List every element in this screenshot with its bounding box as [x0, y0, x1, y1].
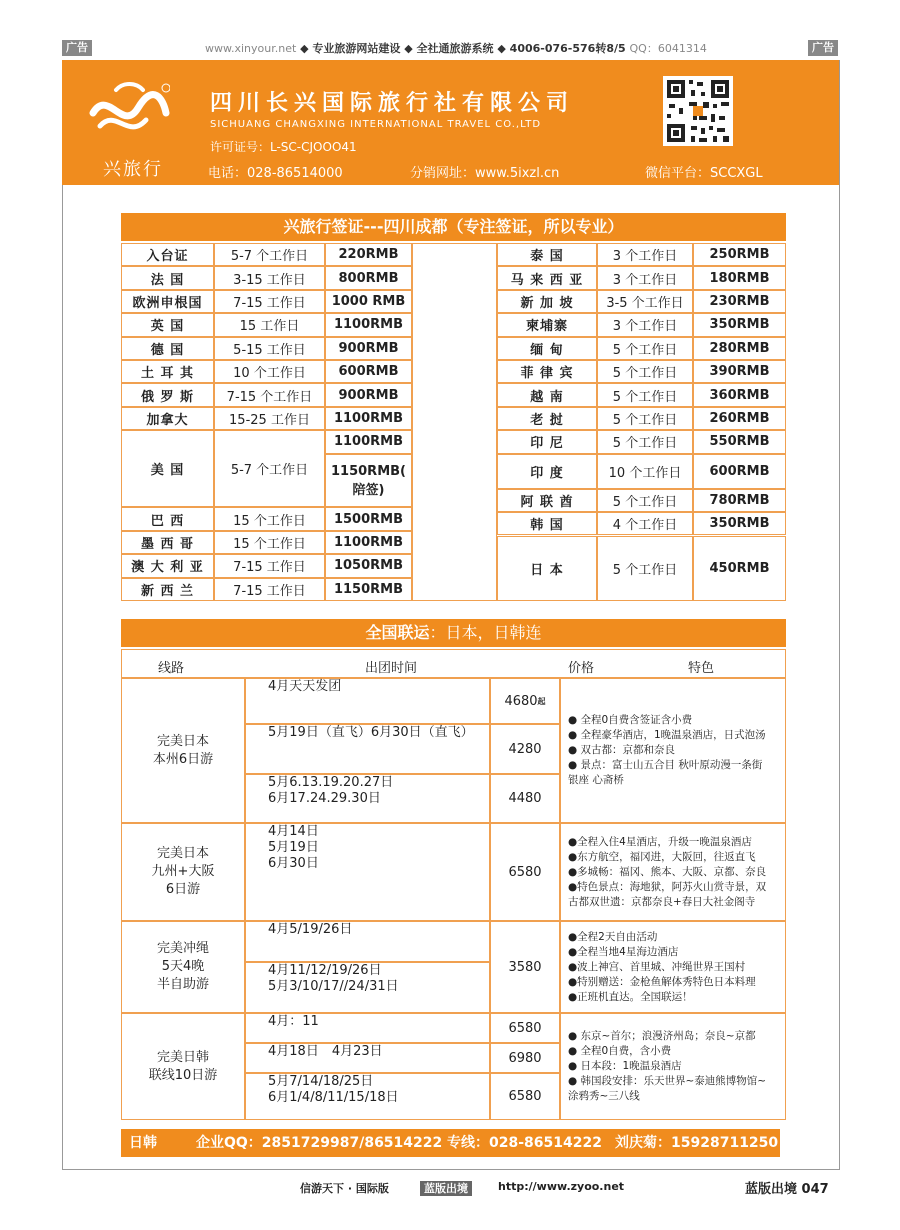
tour-feature-item: ●波上神宫、首里城、冲绳世界王国村	[568, 960, 746, 973]
visa-country: 巴 西	[121, 507, 214, 530]
tours-title-bold: 全国联运	[365, 623, 430, 642]
visa-country: 泰 国	[497, 243, 597, 266]
tour-feature-list	[568, 1029, 782, 1104]
tours-title-rest: ：日本，日韩连	[429, 623, 542, 642]
tours-header-row	[121, 649, 786, 678]
visa-price-escort: 1150RMB( 陪签)	[325, 454, 412, 508]
visa-time: 5 个工作日	[597, 430, 693, 453]
visa-country: 印 度	[497, 454, 597, 489]
tour-feature-list	[568, 713, 782, 788]
tour-date: 4月18日 4月23日	[245, 1043, 490, 1073]
visa-country: 墨 西 哥	[121, 531, 214, 554]
tour-route: 完美日本 九州+大阪 6日游	[121, 823, 245, 921]
tour-price: 6580	[490, 1073, 560, 1120]
visa-country: 印 尼	[497, 430, 597, 453]
qr-code-icon[interactable]	[663, 76, 733, 146]
page-number: 蓝版出境 047	[745, 1182, 829, 1197]
visa-country: 柬埔寨	[497, 313, 597, 336]
tour-feature-item: ● 韩国段安排：乐天世界~泰迪熊博物馆~	[568, 1075, 767, 1087]
visa-time: 5-15 工作日	[214, 337, 325, 360]
company-name-cn: 四川长兴国际旅行社有限公司	[210, 91, 575, 116]
visa-price: 1100RMB	[325, 531, 412, 554]
visa-time: 4 个工作日	[597, 512, 693, 535]
brand-logo-icon	[88, 78, 170, 148]
tour-price: 4480	[490, 774, 560, 823]
visa-time: 7-15 个工作日	[214, 383, 325, 406]
tour-feature-item: ●全程入住4星酒店，升级一晚温泉酒店	[568, 835, 752, 848]
visa-time: 3 个工作日	[597, 243, 693, 266]
visa-time: 10 个工作日	[597, 454, 693, 489]
visa-price: 450RMB	[693, 536, 786, 602]
visa-price: 280RMB	[693, 337, 786, 360]
tour-feature-item: ● 全程0自费含签证含小费	[568, 714, 693, 726]
visa-time: 5 个工作日	[597, 407, 693, 430]
contact-bar	[121, 1129, 780, 1157]
visa-country: 德 国	[121, 337, 214, 360]
visa-price: 1050RMB	[325, 554, 412, 577]
visa-price: 250RMB	[693, 243, 786, 266]
visa-country: 土 耳 其	[121, 360, 214, 383]
visa-time: 15 个工作日	[214, 507, 325, 530]
contact-person: 刘庆菊：15928711250	[615, 1135, 779, 1151]
visa-country: 菲 律 宾	[497, 360, 597, 383]
contact-hotline: 专线：028-86514222	[447, 1135, 602, 1151]
contact-label: 日韩	[129, 1135, 157, 1151]
visa-country: 入台证	[121, 243, 214, 266]
tour-date: 4月：11	[245, 1013, 490, 1043]
header-wechat: 微信平台：SCCXGL	[645, 166, 763, 181]
tour-price: 4680 起	[490, 678, 560, 724]
visa-price: 180RMB	[693, 266, 786, 289]
tour-feature-item: ● 东京~首尔；浪漫济州岛；奈良~京都	[568, 1030, 756, 1042]
tour-price: 6580	[490, 1013, 560, 1043]
visa-country: 越 南	[497, 383, 597, 406]
visa-time: 7-15 工作日	[214, 290, 325, 313]
publication-url[interactable]: http://www.zyoo.net	[498, 1180, 625, 1193]
tour-feature-item: ●特别赠送：金枪鱼解体秀特色日本料理	[568, 975, 756, 988]
visa-time: 3 个工作日	[597, 266, 693, 289]
visa-country: 韩 国	[497, 512, 597, 535]
visa-country: 美 国	[121, 430, 214, 507]
publication-tag: 蓝版出境	[420, 1180, 472, 1196]
tour-route: 完美冲绳 5天4晚 半自助游	[121, 921, 245, 1013]
visa-country: 俄 罗 斯	[121, 383, 214, 406]
tour-feature-item: ●东方航空，福冈进，大阪回，往返直飞	[568, 850, 756, 863]
tour-feature-item: ● 双古都：京都和奈良	[568, 744, 675, 756]
header-route: 线路	[158, 661, 185, 676]
tour-feature-list	[568, 835, 782, 910]
visa-price: 600RMB	[693, 454, 786, 489]
visa-country: 新 加 坡	[497, 290, 597, 313]
visa-price: 1000 RMB	[325, 290, 412, 313]
ad-tag-left: 广告	[62, 40, 92, 56]
tour-price: 3580	[490, 921, 560, 1013]
tour-feature-item: ●多城畅：福冈、熊本、大阪、京都、奈良	[568, 865, 767, 878]
visa-time: 10 个工作日	[214, 360, 325, 383]
visa-price: 220RMB	[325, 243, 412, 266]
top-qq: QQ：6041314	[629, 42, 707, 55]
visa-country: 老 挝	[497, 407, 597, 430]
tour-price: 6980	[490, 1043, 560, 1073]
tour-feature-item: ●正班机直达。全国联运！	[568, 990, 693, 1003]
license-number: 许可证号：L-SC-CJOOO41	[210, 140, 357, 154]
tour-feature-item: 涂鸦秀~三八线	[568, 1090, 640, 1102]
visa-country: 澳 大 利 亚	[121, 554, 214, 577]
tour-feature-item: ● 全程0自费，含小费	[568, 1045, 672, 1057]
visa-price: 900RMB	[325, 337, 412, 360]
visa-time: 3-15 工作日	[214, 266, 325, 289]
visa-time: 5 个工作日	[597, 536, 693, 602]
visa-time: 5 个工作日	[597, 489, 693, 512]
tour-feature-list	[568, 930, 782, 1005]
visa-price: 230RMB	[693, 290, 786, 313]
tour-date: 4月11/12/19/26日 5月3/10/17//24/31日	[245, 962, 490, 1013]
tour-feature-item: ● 全程豪华酒店，1晚温泉酒店，日式泡汤	[568, 729, 766, 741]
visa-time: 15-25 工作日	[214, 407, 325, 430]
visa-time: 15 工作日	[214, 313, 325, 336]
tour-date: 5月6.13.19.20.27日 6月17.24.29.30日	[245, 774, 490, 823]
visa-time: 3 个工作日	[597, 313, 693, 336]
ad-tag-right: 广告	[808, 40, 838, 56]
visa-price: 260RMB	[693, 407, 786, 430]
visa-country: 日 本	[497, 536, 597, 602]
top-banner	[205, 40, 707, 56]
visa-price: 800RMB	[325, 266, 412, 289]
visa-price: 1100RMB	[325, 407, 412, 430]
visa-price: 1100RMB	[325, 313, 412, 336]
brand-name: 兴旅行	[103, 159, 163, 180]
tours-section-title	[121, 619, 786, 647]
visa-time: 3-5 个工作日	[597, 290, 693, 313]
tour-route: 完美日本 本州6日游	[121, 678, 245, 823]
top-website[interactable]: www.xinyour.net	[205, 42, 297, 55]
visa-time: 15 个工作日	[214, 531, 325, 554]
visa-price: 350RMB	[693, 313, 786, 336]
visa-section-title: 兴旅行签证---四川成都（专注签证，所以专业）	[121, 213, 786, 241]
visa-time: 5-7 个工作日	[214, 430, 325, 507]
tour-feature-item: ● 日本段：1晚温泉酒店	[568, 1060, 682, 1072]
tour-feature-item: ● 景点：富士山五合目 秋叶原动漫一条街	[568, 759, 763, 771]
top-line-text: ◆ 专业旅游网站建设 ◆ 全社通旅游系统 ◆ 4006-076-576转8/5	[300, 42, 626, 55]
visa-price: 1150RMB	[325, 578, 412, 601]
contact-qq: 企业QQ：2851729987/86514222	[196, 1135, 443, 1151]
visa-price: 390RMB	[693, 360, 786, 383]
visa-country: 马 来 西 亚	[497, 266, 597, 289]
header-branch-site[interactable]: 分销网址：www.5ixzl.cn	[410, 166, 560, 181]
visa-price: 900RMB	[325, 383, 412, 406]
tour-feature-item: ●特色景点：海地狱，阿苏火山赏寺景，双	[568, 880, 767, 893]
tour-date: 4月5/19/26日	[245, 921, 490, 962]
visa-country: 加拿大	[121, 407, 214, 430]
publication-name: 信游天下 · 国际版	[300, 1182, 389, 1195]
visa-price: 350RMB	[693, 512, 786, 535]
tour-date: 4月14日 5月19日 6月30日	[245, 823, 490, 921]
tour-date: 4月天天发团	[245, 678, 490, 724]
visa-country: 阿 联 酋	[497, 489, 597, 512]
tour-feature-item: 古都双世遗：京都奈良+春日大社金阁寺	[568, 895, 756, 908]
tour-feature-item: ●全程2天自由活动	[568, 930, 658, 943]
visa-country: 缅 甸	[497, 337, 597, 360]
visa-country: 欧洲申根国	[121, 290, 214, 313]
header-date: 出团时间	[365, 661, 418, 676]
header-phone: 电话：028-86514000	[208, 166, 343, 181]
visa-price: 1500RMB	[325, 507, 412, 530]
tour-price: 4280	[490, 724, 560, 774]
visa-time: 7-15 工作日	[214, 578, 325, 601]
visa-country: 英 国	[121, 313, 214, 336]
company-name-en: SICHUANG CHANGXING INTERNATIONAL TRAVEL CO.,LTD	[210, 119, 542, 130]
header-feature: 特色	[688, 661, 715, 676]
visa-time: 5 个工作日	[597, 337, 693, 360]
visa-time: 7-15 工作日	[214, 554, 325, 577]
visa-country: 法 国	[121, 266, 214, 289]
visa-divider-column	[412, 243, 497, 601]
tour-price: 6580	[490, 823, 560, 921]
tour-route: 完美日韩 联线10日游	[121, 1013, 245, 1120]
visa-price: 550RMB	[693, 430, 786, 453]
tour-feature-item: 银座 心斋桥	[568, 774, 624, 786]
visa-time: 5 个工作日	[597, 360, 693, 383]
tour-date: 5月19日（直飞）6月30日（直飞）	[245, 724, 490, 774]
header-price: 价格	[568, 661, 595, 676]
visa-price: 360RMB	[693, 383, 786, 406]
tour-date: 5月7/14/18/25日 6月1/4/8/11/15/18日	[245, 1073, 490, 1120]
visa-time: 5 个工作日	[597, 383, 693, 406]
tour-feature-item: ●全程当地4星海边酒店	[568, 945, 679, 958]
visa-price: 780RMB	[693, 489, 786, 512]
visa-price: 1100RMB	[325, 430, 412, 453]
visa-price: 600RMB	[325, 360, 412, 383]
visa-time: 5-7 个工作日	[214, 243, 325, 266]
visa-country: 新 西 兰	[121, 578, 214, 601]
